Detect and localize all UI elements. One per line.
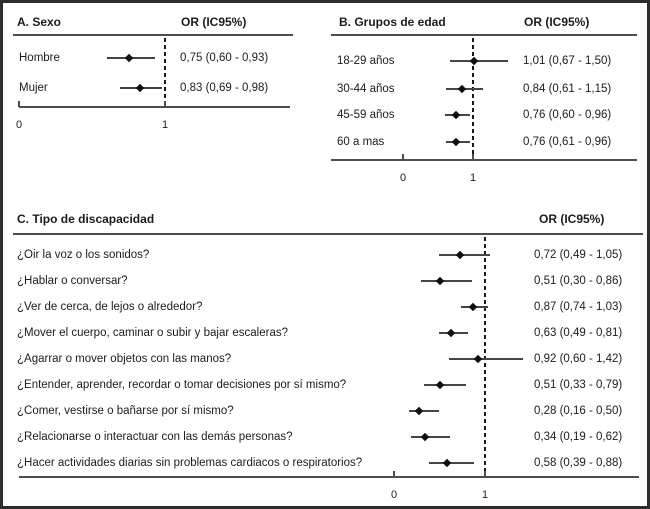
or-marker [436,381,444,389]
x-axis-tick [472,154,474,160]
x-axis-tick [164,101,166,107]
row-label: 60 a mas [337,136,385,148]
ci-line [429,462,474,464]
or-value: 0,76 (0,60 - 0,96) [523,109,612,121]
row-label: Mujer [19,82,48,94]
or-marker [452,138,460,146]
header-rule [13,233,643,235]
or-marker [421,433,429,441]
or-value: 0,92 (0,60 - 1,42) [534,353,623,365]
row-label: ¿Ver de cerca, de lejos o alrededor? [17,301,203,313]
or-value: 1,01 (0,67 - 1,50) [523,55,612,67]
or-marker [473,355,481,363]
or-marker [447,329,455,337]
or-marker [452,111,460,119]
panel-title: A. Sexo [17,15,62,29]
or-marker [458,85,466,93]
x-axis-tick-label: 0 [399,172,407,184]
or-value: 0,76 (0,61 - 0,96) [523,136,612,148]
x-axis-tick [484,471,486,477]
or-marker [455,251,463,259]
or-marker [415,407,423,415]
panel-title: C. Tipo de discapacidad [17,212,155,226]
ci-line [424,384,466,386]
row-label: Hombre [19,52,60,64]
ci-line [409,410,440,412]
or-marker [436,277,444,285]
ci-line [449,358,524,360]
or-header: OR (IC95%) [539,212,605,226]
row-label: 18-29 años [337,55,395,67]
x-axis-tick-label: 1 [161,119,169,131]
or-header: OR (IC95%) [524,15,590,29]
row-label: ¿Oir la voz o los sonidos? [17,249,150,261]
or-value: 0,51 (0,33 - 0,79) [534,379,623,391]
x-axis-tick [402,154,404,160]
ci-line [411,436,450,438]
or-marker [469,303,477,311]
x-axis-tick [393,471,395,477]
ci-line [421,280,472,282]
or-marker [469,57,477,65]
or-marker [443,459,451,467]
or-value: 0,84 (0,61 - 1,15) [523,83,612,95]
x-axis [331,159,637,161]
header-rule [331,34,637,36]
or-value: 0,72 (0,49 - 1,05) [534,249,623,261]
or-value: 0,63 (0,49 - 0,81) [534,327,623,339]
row-label: ¿Comer, vestirse o bañarse por sí mismo? [17,405,234,417]
row-label: ¿Agarrar o mover objetos con las manos? [17,353,232,365]
or-marker [124,54,132,62]
x-axis-tick-label: 1 [481,489,489,501]
reference-line [484,237,486,477]
row-label: ¿Hacer actividades diarias sin problemas cardiacos o respiratorios? [17,457,363,469]
or-value: 0,51 (0,30 - 0,86) [534,275,623,287]
x-axis [19,476,639,478]
x-axis-tick-label: 1 [469,172,477,184]
or-value: 0,87 (0,74 - 1,03) [534,301,623,313]
or-value: 0,34 (0,19 - 0,62) [534,431,623,443]
header-rule [13,34,293,36]
row-label: 45-59 años [337,109,395,121]
row-label: 30-44 años [337,83,395,95]
or-value: 0,83 (0,69 - 0,98) [180,82,269,94]
panel-title: B. Grupos de edad [339,15,446,29]
x-axis-tick-label: 0 [15,119,23,131]
or-value: 0,75 (0,60 - 0,93) [180,52,269,64]
x-axis [19,106,290,108]
or-value: 0,28 (0,16 - 0,50) [534,405,623,417]
or-header: OR (IC95%) [181,15,247,29]
or-marker [136,84,144,92]
row-label: ¿Relacionarse o interactuar con las demás personas? [17,431,293,443]
or-value: 0,58 (0,39 - 0,88) [534,457,623,469]
row-label: ¿Entender, aprender, recordar o tomar decisiones por sí mismo? [17,379,347,391]
row-label: ¿Hablar o conversar? [17,275,128,287]
reference-line [164,38,166,107]
x-axis-tick-label: 0 [390,489,398,501]
row-label: ¿Mover el cuerpo, caminar o subir y bajar escaleras? [17,327,289,339]
ci-line [450,60,508,62]
x-axis-tick [18,101,20,107]
